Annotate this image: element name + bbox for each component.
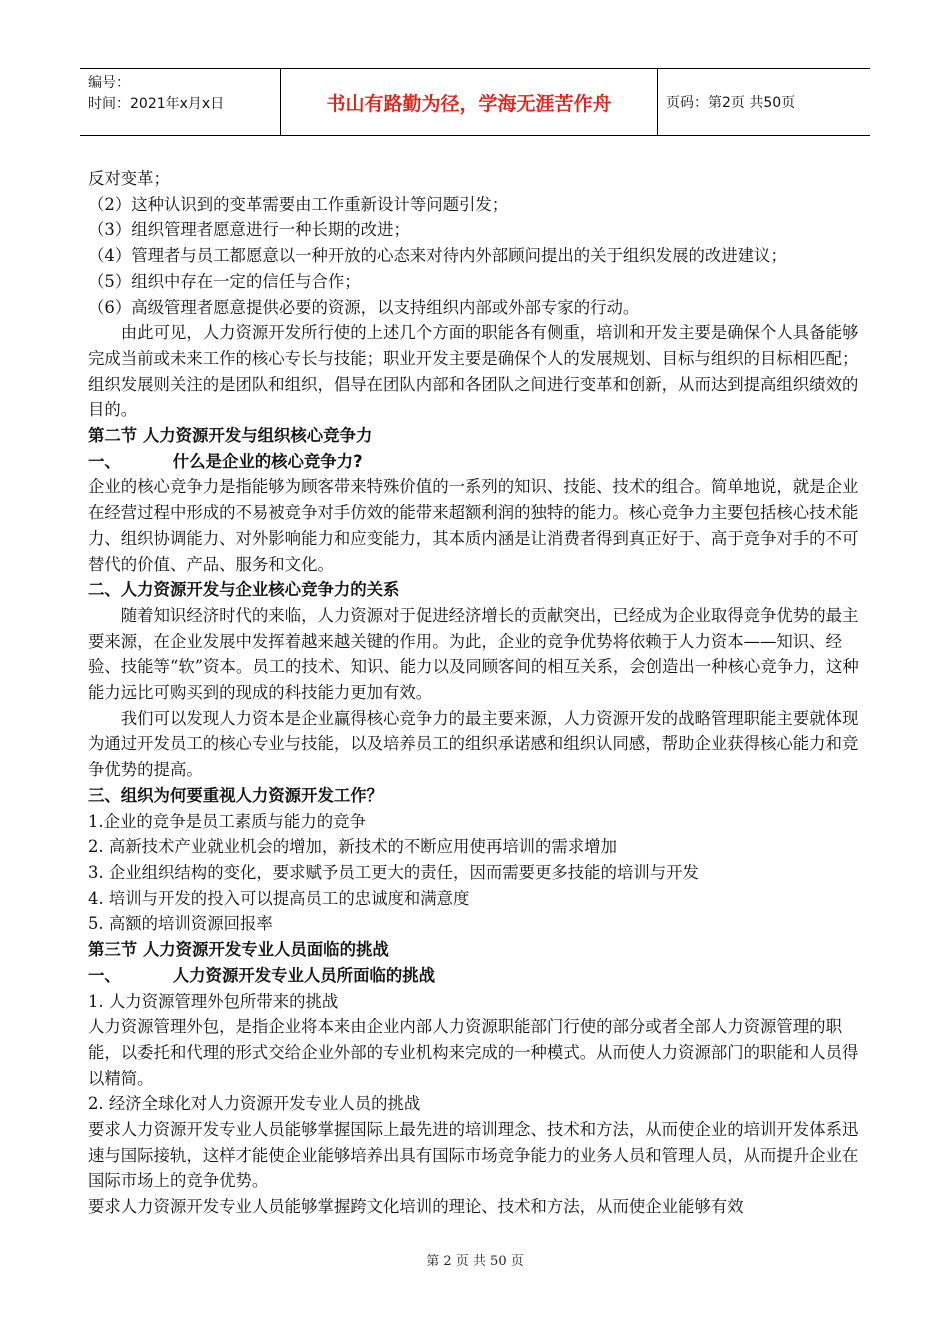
subsection-heading: [88, 449, 864, 475]
paragraph: 随着知识经济时代的来临，人力资源对于促进经济增长的贡献突出，已经成为企业取得竞争优势的最主要来源，在企业发展中发挥着越来越关键的作用。为此，企业的竞争优势将依赖于人力资本——知识、经验、技能等“软”资本。员工的技术、知识、能力以及同顾客间的相互关系，会创造出一种核心竞争力，这种能力远比可购买到的现成的科技能力更加有效。: [88, 605, 859, 703]
paragraph: 人力资源管理外包，是指企业将本来由企业内部人力资源职能部门行使的部分或者全部人力资源管理的职能，以委托和代理的形式交给企业外部的专业机构来完成的一种模式。从而使人力资源部门的职能和人员得以精简。: [88, 1017, 859, 1088]
list-item: （5）组织中存在一定的信任与合作；: [88, 271, 361, 291]
list-item: 3. 企业组织结构的变化，要求赋予员工更大的责任，因而需要更多技能的培训与开发: [88, 862, 699, 882]
list-item: （6）高级管理者愿意提供必要的资源，以支持组织内部或外部专家的行动。: [88, 297, 640, 317]
paragraph: 要求人力资源开发专业人员能够掌握国际上最先进的培训理念、技术和方法，从而使企业的培训开发体系迅速与国际接轨，这样才能使企业能够培养出具有国际市场竞争能力的业务人员和管理人员，从而提升企业在国际市场上的竞争优势。: [88, 1120, 859, 1191]
paragraph: 我们可以发现人力资本是企业赢得核心竞争力的最主要来源，人力资源开发的战略管理职能主要就体现为通过开发员工的核心专业与技能，以及培养员工的组织承诺感和组织认同感，帮助企业获得核心能力和竞争优势的提高。: [88, 708, 859, 780]
subsection-heading: 二、人力资源开发与企业核心竞争力的关系: [88, 580, 400, 600]
paragraph: 企业的核心竞争力是指能够为顾客带来特殊价值的一系列的知识、技能、技术的组合。简单地说，就是企业在经营过程中形成的不易被竞争对手仿效的能带来超额利润的独特的能力。核心竞争力主要包括核心技术能力、组织协调能力、对外影响能力和应变能力，其本质内涵是让消费者得到真正好于、高于竞争对手的不可替代的价值、产品、服务和文化。: [88, 477, 859, 574]
list-item: （3）组织管理者愿意进行一种长期的改进；: [88, 220, 410, 240]
document-time-label: 时间：2021年x月x日: [88, 96, 225, 112]
page-header: [80, 68, 870, 136]
list-item: 1.企业的竞争是员工素质与能力的竞争: [88, 811, 366, 831]
heading-number: 一、: [88, 451, 121, 471]
section-heading: 第三节 人力资源开发专业人员面临的挑战: [88, 940, 389, 960]
header-motto: 书山有路勤为径，学海无涯苦作舟: [280, 69, 658, 135]
header-meta: [80, 69, 280, 135]
subsection-heading: [88, 963, 864, 989]
list-item: （4）管理者与员工都愿意以一种开放的心态来对待内外部顾问提出的关于组织发展的改进建议；: [88, 246, 787, 266]
paragraph: 反对变革；: [88, 169, 170, 188]
list-item: 2. 经济全球化对人力资源开发专业人员的挑战: [88, 1094, 421, 1114]
page-footer: 第 2 页 共 50 页: [426, 1254, 524, 1269]
list-item: 2. 高新技术产业就业机会的增加，新技术的不断应用使再培训的需求增加: [88, 837, 617, 857]
list-item: 4. 培训与开发的投入可以提高员工的忠诚度和满意度: [88, 888, 470, 908]
list-item: 1. 人力资源管理外包所带来的挑战: [88, 991, 339, 1011]
header-page-label: 页码：第2页 共50页: [666, 95, 796, 111]
list-item: 5. 高额的培训资源回报率: [88, 914, 273, 934]
document-number-label: 编号：: [88, 75, 130, 91]
paragraph: 要求人力资源开发专业人员能够掌握跨文化培训的理论、技术和方法，从而使企业能够有效: [88, 1197, 744, 1217]
list-item: （2）这种认识到的变革需要由工作重新设计等问题引发；: [88, 194, 509, 214]
heading-text: 什么是企业的核心竞争力?: [172, 451, 363, 471]
section-heading: 第二节 人力资源开发与组织核心竞争力: [88, 426, 373, 446]
heading-number: 一、: [88, 965, 121, 985]
heading-text: 人力资源开发专业人员所面临的挑战: [172, 965, 436, 985]
document-body: [88, 166, 864, 1220]
subsection-heading: 三、组织为何要重视人力资源开发工作？: [88, 785, 384, 805]
paragraph: 由此可见，人力资源开发所行使的上述几个方面的职能各有侧重，培训和开发主要是确保个人具备能够完成当前或未来工作的核心专长与技能；职业开发主要是确保个人的发展规划、目标与组织的目标相匹配；组织发展则关注的是团队和组织，倡导在团队内部和各团队之间进行变革和创新，从而达到提高组织绩效的目的。: [88, 323, 859, 420]
